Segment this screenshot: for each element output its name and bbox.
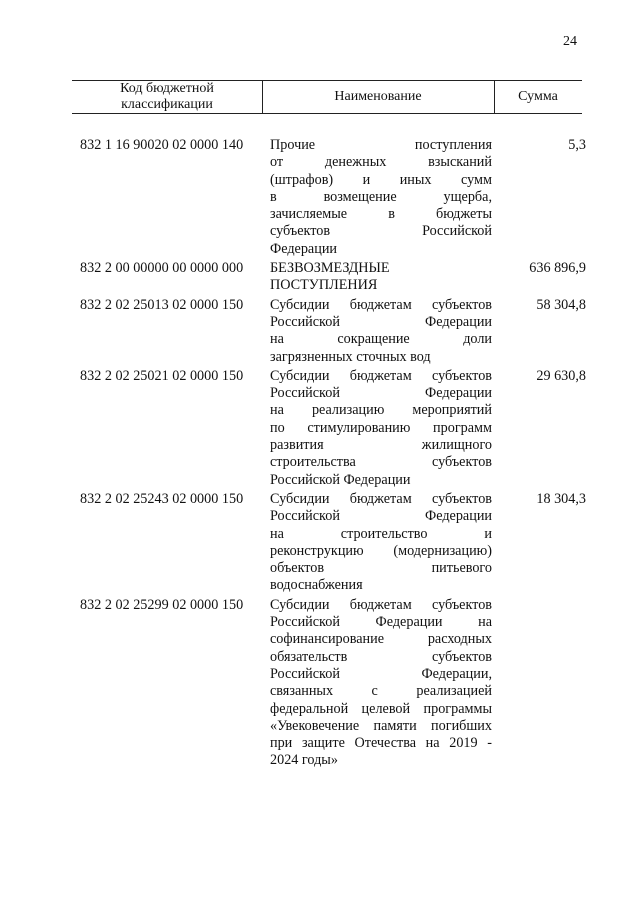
item-name-line: загрязненных сточных вод [270, 348, 431, 365]
budget-code: 832 1 16 90020 02 0000 140 [80, 137, 244, 153]
item-name [270, 368, 492, 489]
item-name-line: Федерации [270, 240, 338, 257]
amount: 58 304,8 [536, 296, 586, 313]
item-name-line: развития жилищного [270, 437, 492, 454]
item-name-line: на строительство и [270, 525, 492, 542]
item-name-line: зачисляемые в бюджеты [270, 206, 492, 223]
table-row [80, 368, 610, 489]
item-name-line: строительства субъектов [270, 454, 492, 471]
item-name-line: реконструкцию (модернизацию) [270, 542, 492, 559]
item-name-line: Российской Федерации [270, 471, 411, 488]
item-name-line: на сокращение доли [270, 331, 492, 348]
amount [492, 597, 586, 770]
item-name [270, 597, 492, 770]
item-name-line: «Увековечение памяти погибших [270, 717, 492, 734]
budget-code: 832 2 02 25299 02 0000 150 [80, 596, 244, 613]
item-name-line: обязательств субъектов [270, 648, 492, 665]
item-name-line: объектов питьевого [270, 560, 492, 577]
header-code-label-line2: классификации [121, 97, 213, 112]
table-row [80, 491, 610, 595]
item-name-line: Субсидии бюджетам субъектов [270, 367, 492, 384]
budget-code: 832 2 02 25021 02 0000 150 [80, 367, 244, 384]
item-name-line: 2024 годы» [270, 752, 338, 769]
item-name [270, 137, 492, 258]
table-row [80, 260, 610, 295]
item-name-line: Субсидии бюджетам субъектов [270, 596, 492, 613]
header-code-label-line1: Код бюджетной [120, 81, 214, 96]
item-name-line: по стимулированию программ [270, 419, 492, 436]
item-name-line: Российской Федерации [270, 313, 492, 330]
budget-code: 832 2 02 25013 02 0000 150 [80, 296, 244, 313]
budget-code: 832 2 02 25243 02 0000 150 [80, 490, 244, 507]
item-name-line: БЕЗВОЗМЕЗДНЫЕ [270, 260, 390, 277]
item-name-line: субъектов Российской [270, 223, 492, 240]
item-name-line: от денежных взысканий [270, 154, 492, 171]
item-name-line: водоснабжения [270, 577, 363, 594]
header-code-column [72, 81, 262, 113]
item-name-line: федеральной целевой программы [270, 700, 492, 717]
header-bottom-rule [72, 113, 582, 114]
budget-code: 832 2 00 00000 00 0000 000 [80, 260, 244, 277]
amount: 18 304,3 [536, 490, 586, 507]
item-name-line: Субсидии бюджетам субъектов [270, 296, 492, 313]
table-row [80, 297, 610, 366]
budget-table-body [80, 137, 610, 770]
item-name-line: Российской Федерации [270, 508, 492, 525]
item-name-line: Российской Федерации [270, 385, 492, 402]
header-name-column: Наименование [334, 89, 422, 104]
amount: 29 630,8 [536, 367, 586, 384]
item-name-line: Прочие поступления [270, 137, 492, 153]
table-row [80, 597, 610, 770]
header-sum-column: Сумма [518, 89, 558, 104]
page-number: 24 [563, 34, 577, 49]
amount: 636 896,9 [529, 260, 586, 277]
item-name-line: в возмещение ущерба, [270, 188, 492, 205]
item-name [270, 297, 492, 366]
item-name-line: Российской Федерации на [270, 614, 492, 631]
item-name-line: Субсидии бюджетам субъектов [270, 490, 492, 507]
item-name-line: ПОСТУПЛЕНИЯ [270, 277, 378, 294]
item-name [270, 260, 492, 295]
item-name-line: (штрафов) и иных сумм [270, 171, 492, 188]
item-name-line: на реализацию мероприятий [270, 402, 492, 419]
item-name-line: при защите Отечества на 2019 - [270, 735, 492, 752]
item-name-line: связанных с реализацией [270, 683, 492, 700]
amount: 5,3 [568, 137, 586, 153]
item-name-line: Российской Федерации, [270, 665, 492, 682]
item-name-line: софинансирование расходных [270, 631, 492, 648]
item-name [270, 491, 492, 595]
table-row [80, 137, 610, 258]
